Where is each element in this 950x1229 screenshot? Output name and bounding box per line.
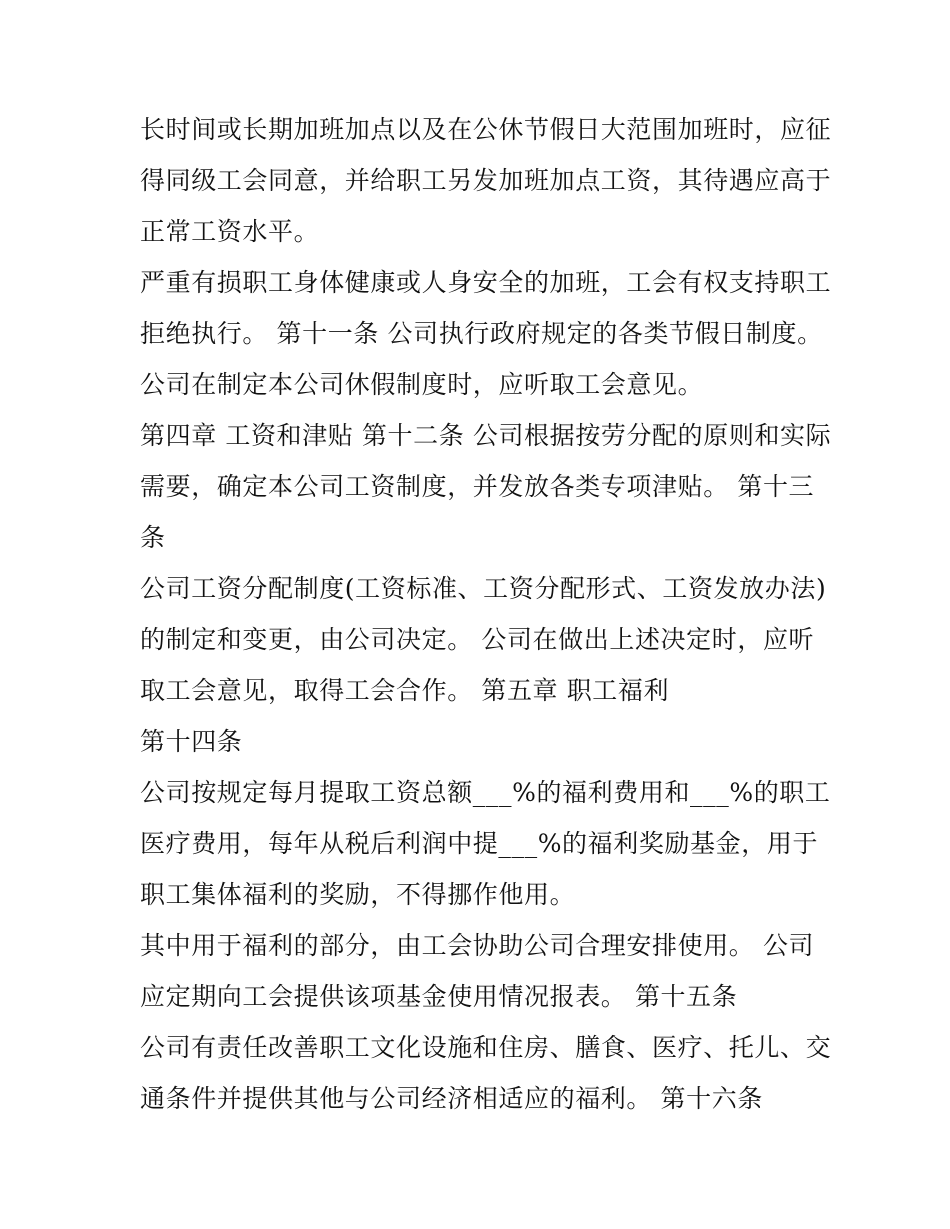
text-line: 严重有损职工身体健康或人身安全的加班，工会有权支持职工 [140,268,832,297]
text-line: 其中用于福利的部分，由工会协助公司合理安排使用。 公司 [140,931,815,960]
text-line: 第十四条 [140,727,243,756]
text-line: 公司在制定本公司休假制度时，应听取工会意见。 [140,370,704,399]
text-line: 通条件并提供其他与公司经济相适应的福利。 第十六条 [140,1084,763,1113]
text-line: 条 [140,523,166,552]
text-line: 公司工资分配制度(工资标准、工资分配形式、工资发放办法) [140,574,827,603]
text-line: 职工集体福利的奖励，不得挪作他用。 [140,880,576,909]
text-line: 应定期向工会提供该项基金使用情况报表。 第十五条 [140,982,738,1011]
text-line: 公司按规定每月提取工资总额___%的福利费用和___%的职工 [140,778,831,807]
document-body [140,104,832,1124]
text-line: 医疗费用，每年从税后利润中提___%的福利奖励基金，用于 [140,829,819,858]
text-line: 拒绝执行。 第十一条 公司执行政府规定的各类节假日制度。 [140,319,823,348]
text-line: 得同级工会同意，并给职工另发加班加点工资，其待遇应高于 [140,166,832,195]
text-line: 公司有责任改善职工文化设施和住房、膳食、医疗、托儿、交 [140,1033,832,1062]
text-line: 第四章 工资和津贴 第十二条 公司根据按劳分配的原则和实际 [140,421,832,450]
text-line: 长时间或长期加班加点以及在公休节假日大范围加班时，应征 [140,115,832,144]
text-line: 的制定和变更，由公司决定。 公司在做出上述决定时，应听 [140,625,815,654]
text-line: 需要，确定本公司工资制度，并发放各类专项津贴。 第十三 [140,472,815,501]
text-line: 取工会意见，取得工会合作。 第五章 职工福利 [140,676,670,705]
text-line: 正常工资水平。 [140,217,320,246]
